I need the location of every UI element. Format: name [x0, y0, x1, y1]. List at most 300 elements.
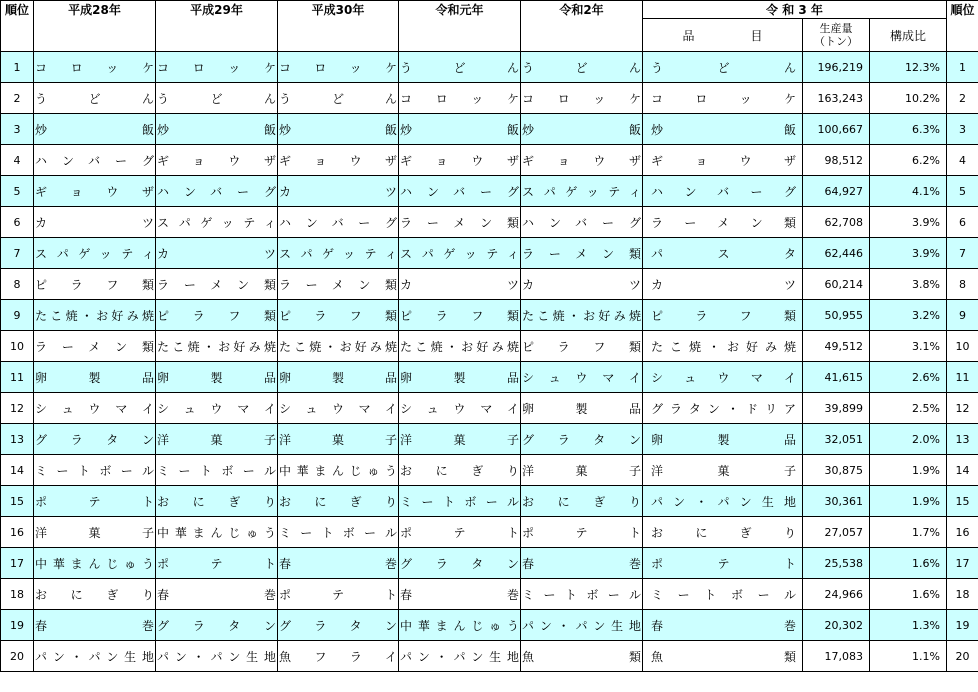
year-header-r2: 令和2年: [521, 1, 643, 52]
r1-item: たこ焼・お好み焼: [400, 339, 519, 354]
production-cell: 41,615: [803, 362, 870, 393]
r2-item-cell: [521, 207, 643, 238]
r3-item: コロッケ: [651, 91, 796, 106]
r2-item: パン・パン生地: [522, 618, 641, 633]
r2-item: ミートボール: [522, 587, 641, 602]
h28-item: 春巻: [35, 618, 154, 633]
r2-item: カツ: [522, 277, 641, 292]
r1-item-cell: [399, 176, 521, 207]
h28-item-cell: [34, 424, 156, 455]
r3-item: たこ焼・お好み焼: [651, 339, 796, 354]
h30-item: 洋菓子: [279, 432, 397, 447]
ratio-cell: 12.3%: [870, 52, 947, 83]
r2-item-cell: [521, 238, 643, 269]
h30-item: うどん: [279, 91, 397, 106]
h28-item: パン・パン生地: [35, 649, 154, 664]
h29-item-cell: [156, 207, 278, 238]
h28-item-cell: [34, 331, 156, 362]
ratio-cell: 1.3%: [870, 610, 947, 641]
r2-item: ハンバーグ: [522, 215, 641, 230]
r1-item-cell: [399, 83, 521, 114]
h28-item: 洋菓子: [35, 525, 154, 540]
r2-item-cell: [521, 486, 643, 517]
h30-item: コロッケ: [279, 60, 397, 75]
rank-cell-right: 1: [947, 52, 978, 83]
h30-item-cell: [278, 610, 399, 641]
h30-item-cell: [278, 176, 399, 207]
h30-item: ハンバーグ: [279, 215, 397, 230]
h29-item: 中華まんじゅう: [157, 525, 276, 540]
table-row: [1, 52, 978, 83]
ratio-subheader: 構成比: [870, 19, 947, 52]
h29-item: ギョウザ: [157, 153, 276, 168]
r1-item: ミートボール: [400, 494, 519, 509]
table-row: [1, 83, 978, 114]
rank-cell: 16: [1, 517, 34, 548]
h30-item: ギョウザ: [279, 153, 397, 168]
h30-item-cell: [278, 548, 399, 579]
ratio-cell: 1.9%: [870, 486, 947, 517]
h30-item-cell: [278, 145, 399, 176]
r1-item: カツ: [400, 277, 519, 292]
h30-item: 炒飯: [279, 122, 397, 137]
item-subheader: [643, 19, 803, 52]
r1-item-cell: [399, 331, 521, 362]
rank-cell: 1: [1, 52, 34, 83]
h29-item-cell: [156, 393, 278, 424]
rank-cell: 6: [1, 207, 34, 238]
ratio-cell: 1.1%: [870, 641, 947, 672]
h28-item-cell: [34, 176, 156, 207]
table-row: [1, 176, 978, 207]
r2-item-cell: [521, 424, 643, 455]
r2-item: おにぎり: [522, 494, 641, 509]
production-cell: 39,899: [803, 393, 870, 424]
r3-item: ハンバーグ: [651, 184, 796, 199]
h30-item: シュウマイ: [279, 401, 397, 416]
year-header-h30: 平成30年: [278, 1, 399, 52]
ratio-cell: 3.9%: [870, 207, 947, 238]
h28-item: ポテト: [35, 494, 154, 509]
h29-item: 洋菓子: [157, 432, 276, 447]
r1-item: 春巻: [400, 587, 519, 602]
r3-item-cell: [643, 83, 803, 114]
h28-item-cell: [34, 269, 156, 300]
r2-item-cell: [521, 300, 643, 331]
r3-item-cell: [643, 362, 803, 393]
rank-cell-right: 20: [947, 641, 978, 672]
rank-cell: 5: [1, 176, 34, 207]
r2-item-cell: [521, 269, 643, 300]
rank-cell-right: 9: [947, 300, 978, 331]
r2-item-cell: [521, 145, 643, 176]
r1-item: 中華まんじゅう: [400, 618, 519, 633]
r1-item-cell: [399, 114, 521, 145]
ratio-cell: 4.1%: [870, 176, 947, 207]
r3-item: シュウマイ: [651, 370, 796, 385]
table-row: [1, 517, 978, 548]
h30-item: おにぎり: [279, 494, 397, 509]
h30-item-cell: [278, 517, 399, 548]
r2-item: 卵製品: [522, 401, 641, 416]
production-cell: 100,667: [803, 114, 870, 145]
table-row: [1, 207, 978, 238]
r2-item: ギョウザ: [522, 153, 641, 168]
rank-cell: 2: [1, 83, 34, 114]
rank-cell: 9: [1, 300, 34, 331]
r3-item: ラーメン類: [651, 215, 796, 230]
production-cell: 24,966: [803, 579, 870, 610]
r1-item-cell: [399, 362, 521, 393]
h29-item: うどん: [157, 91, 276, 106]
r2-item-cell: [521, 393, 643, 424]
rank-cell-right: 17: [947, 548, 978, 579]
r3-item-cell: [643, 579, 803, 610]
h29-item: ピラフ類: [157, 308, 276, 323]
r2-item-cell: [521, 331, 643, 362]
header-row-top: [1, 1, 978, 19]
r1-item: ポテト: [400, 525, 519, 540]
table-row: [1, 610, 978, 641]
r3-item: おにぎり: [651, 525, 796, 540]
r3-item-cell: [643, 52, 803, 83]
ratio-cell: 2.6%: [870, 362, 947, 393]
r3-item: 魚類: [651, 649, 796, 664]
rank-cell-right: 6: [947, 207, 978, 238]
r3-item-cell: [643, 641, 803, 672]
production-cell: 17,083: [803, 641, 870, 672]
rank-cell: 19: [1, 610, 34, 641]
rank-cell-right: 19: [947, 610, 978, 641]
rank-cell: 3: [1, 114, 34, 145]
h28-item-cell: [34, 641, 156, 672]
r1-item-cell: [399, 238, 521, 269]
table-row: [1, 548, 978, 579]
h29-item-cell: [156, 517, 278, 548]
r2-item-cell: [521, 176, 643, 207]
h29-item: 卵製品: [157, 370, 276, 385]
h30-item-cell: [278, 486, 399, 517]
r3-item-cell: [643, 517, 803, 548]
r2-item-cell: [521, 610, 643, 641]
production-cell: 60,214: [803, 269, 870, 300]
r3-item: ピラフ類: [651, 308, 796, 323]
rank-cell: 18: [1, 579, 34, 610]
rank-cell-right: 10: [947, 331, 978, 362]
r1-item: 卵製品: [400, 370, 519, 385]
r1-item: 炒飯: [400, 122, 519, 137]
rank-cell-right: 7: [947, 238, 978, 269]
rank-cell-right: 12: [947, 393, 978, 424]
h29-item-cell: [156, 610, 278, 641]
r1-item-cell: [399, 207, 521, 238]
h29-item: たこ焼・お好み焼: [157, 339, 276, 354]
production-cell: 64,927: [803, 176, 870, 207]
r3-item-cell: [643, 238, 803, 269]
rank-cell-right: 5: [947, 176, 978, 207]
r2-item: グラタン: [522, 432, 641, 447]
table-row: [1, 641, 978, 672]
rank-cell: 10: [1, 331, 34, 362]
h28-item: スパゲッティ: [35, 246, 154, 261]
ranking-body: [1, 52, 978, 672]
h29-item: グラタン: [157, 618, 276, 633]
r2-item-cell: [521, 362, 643, 393]
year-header-r3: 令 和 3 年: [643, 1, 947, 19]
h29-item-cell: [156, 114, 278, 145]
production-cell: 30,875: [803, 455, 870, 486]
h29-item: ミートボール: [157, 463, 276, 478]
r2-item-cell: [521, 579, 643, 610]
h29-item-cell: [156, 300, 278, 331]
h28-item: たこ焼・お好み焼: [35, 308, 154, 323]
h30-item: たこ焼・お好み焼: [279, 339, 397, 354]
r2-item-cell: [521, 548, 643, 579]
h28-item: 中華まんじゅう: [35, 556, 154, 571]
r2-item-cell: [521, 455, 643, 486]
r2-item: ピラフ類: [522, 339, 641, 354]
r1-item-cell: [399, 52, 521, 83]
r3-item-cell: [643, 300, 803, 331]
h30-item-cell: [278, 362, 399, 393]
r3-item-cell: [643, 269, 803, 300]
r3-item: 炒飯: [651, 122, 796, 137]
production-cell: 196,219: [803, 52, 870, 83]
rank-cell: 14: [1, 455, 34, 486]
r2-item: ラーメン類: [522, 246, 641, 261]
production-label: 生産量: [819, 22, 853, 35]
h28-item: 炒飯: [35, 122, 154, 137]
r3-item: パスタ: [651, 246, 796, 261]
rank-cell: 7: [1, 238, 34, 269]
r2-item-cell: [521, 641, 643, 672]
h30-item: ラーメン類: [279, 277, 397, 292]
r1-item-cell: [399, 269, 521, 300]
h28-item-cell: [34, 579, 156, 610]
h30-item-cell: [278, 393, 399, 424]
h28-item-cell: [34, 517, 156, 548]
r1-item: シュウマイ: [400, 401, 519, 416]
r3-item-cell: [643, 455, 803, 486]
r2-item: 洋菓子: [522, 463, 641, 478]
h29-item-cell: [156, 331, 278, 362]
h30-item: ピラフ類: [279, 308, 397, 323]
h29-item: 春巻: [157, 587, 276, 602]
h30-item: ポテト: [279, 587, 397, 602]
r1-item: ギョウザ: [400, 153, 519, 168]
r2-item: 炒飯: [522, 122, 641, 137]
table-row: [1, 145, 978, 176]
h30-item-cell: [278, 114, 399, 145]
r3-item-cell: [643, 424, 803, 455]
h30-item-cell: [278, 455, 399, 486]
h29-item-cell: [156, 362, 278, 393]
ratio-cell: 2.0%: [870, 424, 947, 455]
h29-item: コロッケ: [157, 60, 276, 75]
r2-item-cell: [521, 52, 643, 83]
r3-item-cell: [643, 486, 803, 517]
h28-item: おにぎり: [35, 587, 154, 602]
rank-cell: 15: [1, 486, 34, 517]
h29-item: カツ: [157, 246, 276, 261]
h30-item: ミートボール: [279, 525, 397, 540]
h30-item: 春巻: [279, 556, 397, 571]
h28-item: 卵製品: [35, 370, 154, 385]
table-row: [1, 269, 978, 300]
h29-item: シュウマイ: [157, 401, 276, 416]
r3-item: 卵製品: [651, 432, 796, 447]
r1-item-cell: [399, 455, 521, 486]
h30-item-cell: [278, 52, 399, 83]
h30-item: 中華まんじゅう: [279, 463, 397, 478]
r1-item: ピラフ類: [400, 308, 519, 323]
h28-item-cell: [34, 455, 156, 486]
rank-cell-right: 3: [947, 114, 978, 145]
r1-item: スパゲッティ: [400, 246, 519, 261]
production-cell: 163,243: [803, 83, 870, 114]
ratio-cell: 3.1%: [870, 331, 947, 362]
r3-item: ギョウザ: [651, 153, 796, 168]
rank-cell: 17: [1, 548, 34, 579]
rank-cell: 8: [1, 269, 34, 300]
r1-item: グラタン: [400, 556, 519, 571]
r1-item-cell: [399, 641, 521, 672]
year-header-h29: 平成29年: [156, 1, 278, 52]
h30-item: 卵製品: [279, 370, 397, 385]
h28-item: うどん: [35, 91, 154, 106]
h28-item-cell: [34, 145, 156, 176]
h29-item: ラーメン類: [157, 277, 276, 292]
rank-cell-right: 13: [947, 424, 978, 455]
r1-item-cell: [399, 486, 521, 517]
r3-item: ミートボール: [651, 587, 796, 602]
h28-item: ピラフ類: [35, 277, 154, 292]
r2-item: ポテト: [522, 525, 641, 540]
r3-item: ポテト: [651, 556, 796, 571]
ratio-cell: 1.6%: [870, 579, 947, 610]
h28-item: コロッケ: [35, 60, 154, 75]
production-cell: 50,955: [803, 300, 870, 331]
h30-item-cell: [278, 641, 399, 672]
rank-cell: 12: [1, 393, 34, 424]
rank-cell: 13: [1, 424, 34, 455]
h29-item-cell: [156, 238, 278, 269]
r3-item-cell: [643, 176, 803, 207]
table-row: [1, 486, 978, 517]
table-row: [1, 424, 978, 455]
rank-cell-right: 2: [947, 83, 978, 114]
table-row: [1, 362, 978, 393]
r2-item-cell: [521, 114, 643, 145]
rank-cell-right: 14: [947, 455, 978, 486]
r3-item-cell: [643, 393, 803, 424]
r2-item: 魚類: [522, 649, 641, 664]
h30-item-cell: [278, 207, 399, 238]
r3-item: うどん: [651, 60, 796, 75]
h29-item-cell: [156, 83, 278, 114]
table-row: [1, 114, 978, 145]
h29-item-cell: [156, 145, 278, 176]
r3-item: パン・パン生地: [651, 494, 796, 509]
table-row: [1, 579, 978, 610]
r3-item-cell: [643, 145, 803, 176]
h28-item-cell: [34, 238, 156, 269]
year-header-h28: 平成28年: [34, 1, 156, 52]
r2-item: 春巻: [522, 556, 641, 571]
h28-item-cell: [34, 114, 156, 145]
h30-item-cell: [278, 300, 399, 331]
r1-item: ラーメン類: [400, 215, 519, 230]
table-row: [1, 393, 978, 424]
r1-item: パン・パン生地: [400, 649, 519, 664]
production-cell: 62,446: [803, 238, 870, 269]
h28-item-cell: [34, 486, 156, 517]
ratio-cell: 6.2%: [870, 145, 947, 176]
table-row: [1, 331, 978, 362]
item-subheader-label: 品目: [682, 28, 763, 43]
ratio-cell: 3.2%: [870, 300, 947, 331]
h28-item-cell: [34, 207, 156, 238]
rank-header: 順位: [1, 1, 34, 52]
h29-item: ポテト: [157, 556, 276, 571]
r3-item-cell: [643, 331, 803, 362]
h28-item-cell: [34, 610, 156, 641]
production-cell: 30,361: [803, 486, 870, 517]
h29-item-cell: [156, 176, 278, 207]
h30-item: カツ: [279, 184, 397, 199]
h30-item-cell: [278, 83, 399, 114]
r3-item: 洋菓子: [651, 463, 796, 478]
h29-item: ハンバーグ: [157, 184, 276, 199]
h28-item: グラタン: [35, 432, 154, 447]
h29-item-cell: [156, 486, 278, 517]
h28-item: ハンバーグ: [35, 153, 154, 168]
r1-item: ハンバーグ: [400, 184, 519, 199]
r3-item-cell: [643, 548, 803, 579]
table-row: [1, 300, 978, 331]
h30-item: 魚フライ: [279, 649, 397, 664]
h30-item-cell: [278, 579, 399, 610]
h30-item-cell: [278, 269, 399, 300]
ratio-cell: 10.2%: [870, 83, 947, 114]
production-subheader: [803, 19, 870, 52]
h29-item-cell: [156, 579, 278, 610]
ratio-cell: 2.5%: [870, 393, 947, 424]
h29-item: パン・パン生地: [157, 649, 276, 664]
production-cell: 49,512: [803, 331, 870, 362]
rank-cell: 20: [1, 641, 34, 672]
h29-item-cell: [156, 641, 278, 672]
production-unit: （トン）: [814, 35, 858, 48]
ratio-cell: 6.3%: [870, 114, 947, 145]
r2-item-cell: [521, 517, 643, 548]
ratio-cell: 1.7%: [870, 517, 947, 548]
h29-item-cell: [156, 424, 278, 455]
r1-item-cell: [399, 579, 521, 610]
rank-cell: 4: [1, 145, 34, 176]
h28-item: シュウマイ: [35, 401, 154, 416]
r1-item: うどん: [400, 60, 519, 75]
h28-item-cell: [34, 52, 156, 83]
r1-item-cell: [399, 548, 521, 579]
h28-item-cell: [34, 83, 156, 114]
r2-item-cell: [521, 83, 643, 114]
h28-item-cell: [34, 362, 156, 393]
rank-cell-right: 18: [947, 579, 978, 610]
r1-item-cell: [399, 610, 521, 641]
rank-cell-right: 15: [947, 486, 978, 517]
h30-item: グラタン: [279, 618, 397, 633]
